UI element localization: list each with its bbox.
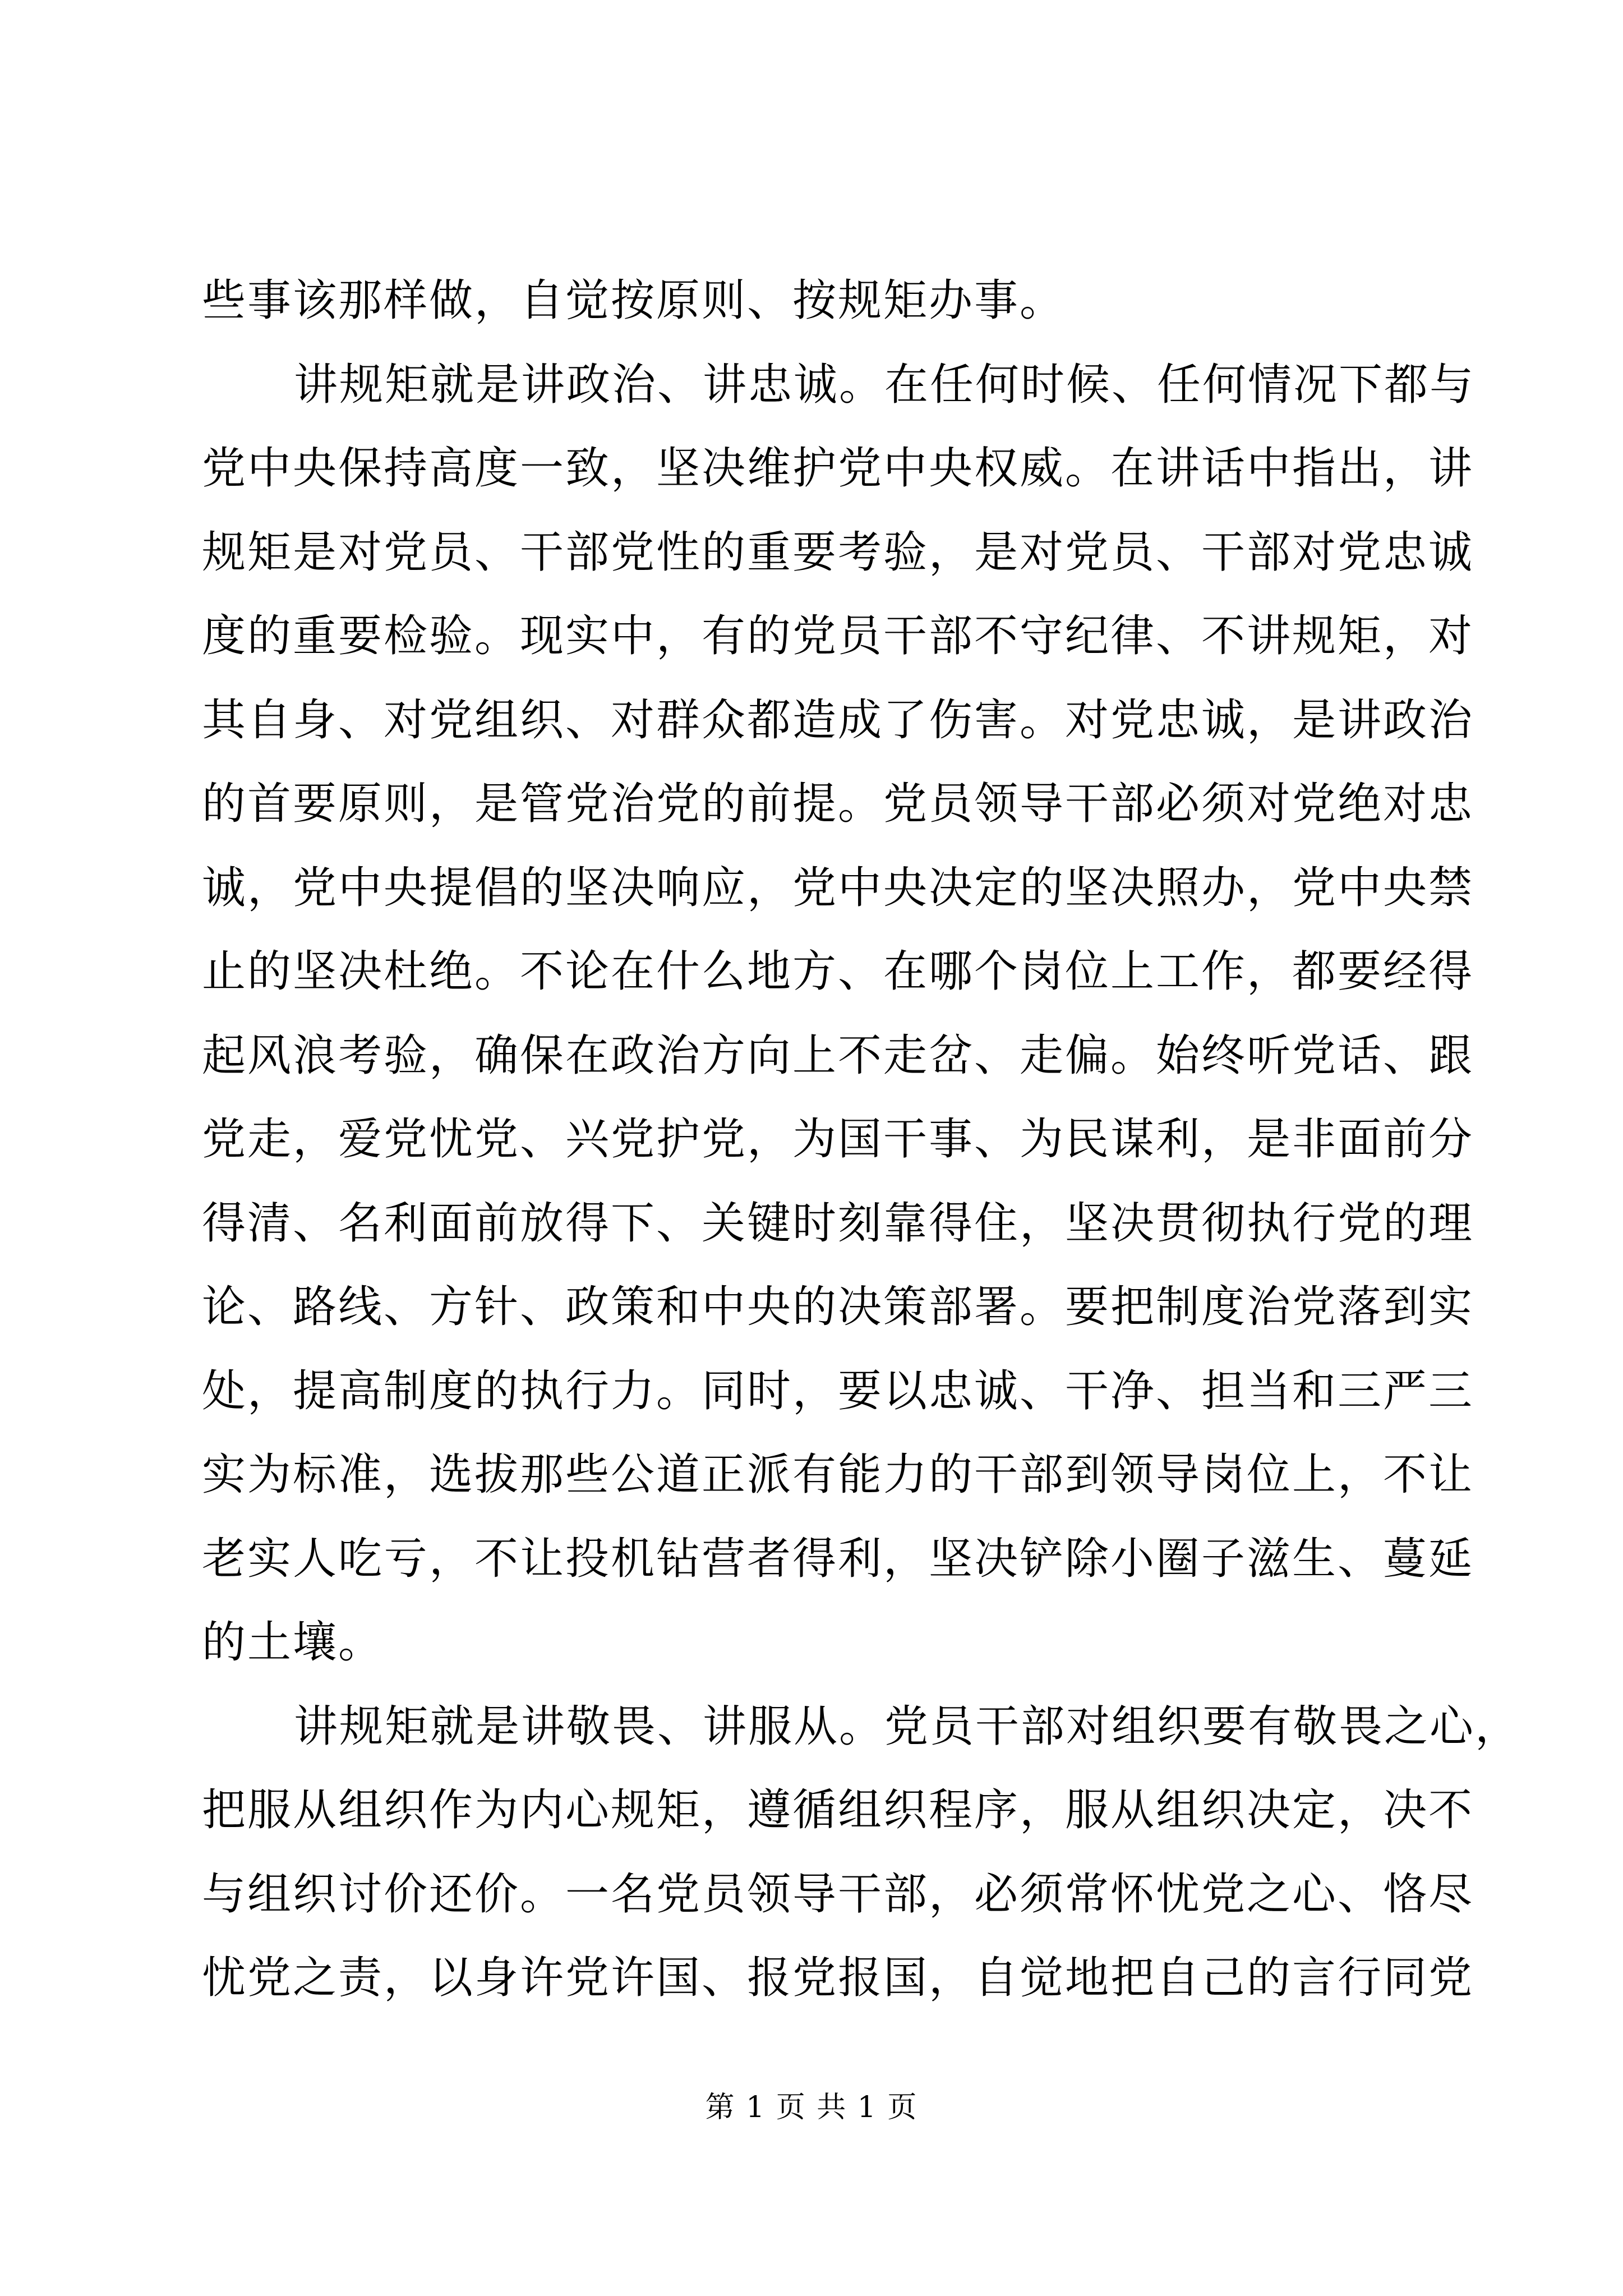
text-line: 度的重要检验。现实中，有的党员干部不守纪律、不讲规矩，对 xyxy=(202,611,1474,661)
text-line: 把服从组织作为内心规矩，遵循组织程序，服从组织决定，决不 xyxy=(202,1785,1474,1835)
text-line: 论、路线、方针、政策和中央的决策部署。要把制度治党落到实 xyxy=(202,1282,1474,1332)
text-line: 的土壤。 xyxy=(202,1617,384,1668)
page-number-label: 第 1 页 共 1 页 xyxy=(705,2091,918,2124)
text-line: 讲规矩就是讲政治、讲忠诚。在任何时候、任何情况下都与 xyxy=(294,359,1476,410)
text-line: 党中央保持高度一致，坚决维护党中央权威。在讲话中指出，讲 xyxy=(202,443,1474,494)
text-line: 处，提高制度的执行力。同时，要以忠诚、干净、担当和三严三 xyxy=(202,1365,1474,1416)
text-line: 得清、名利面前放得下、关键时刻靠得住，坚决贯彻执行党的理 xyxy=(202,1198,1474,1249)
text-line: 诚，党中央提倡的坚决响应，党中央决定的坚决照办，党中央禁 xyxy=(202,862,1474,913)
page-footer xyxy=(0,2088,1623,2127)
text-line: 讲规矩就是讲敬畏、讲服从。党员干部对组织要有敬畏之心， xyxy=(294,1701,1521,1752)
text-line: 实为标准，选拔那些公道正派有能力的干部到领导岗位上，不让 xyxy=(202,1450,1474,1500)
text-line: 忧党之责，以身许党许国、报党报国，自觉地把自己的言行同党 xyxy=(202,1953,1474,2003)
text-line: 其自身、对党组织、对群众都造成了伤害。对党忠诚，是讲政治 xyxy=(202,694,1474,746)
text-line: 与组织讨价还价。一名党员领导干部，必须常怀忧党之心、恪尽 xyxy=(202,1869,1474,1920)
text-line: 起风浪考验，确保在政治方向上不走岔、走偏。始终听党话、跟 xyxy=(202,1030,1474,1081)
text-line: 止的坚决杜绝。不论在什么地方、在哪个岗位上工作，都要经得 xyxy=(202,946,1474,997)
text-line: 些事该那样做，自觉按原则、按规矩办事。 xyxy=(202,275,1066,326)
text-line: 老实人吃亏，不让投机钻营者得利，坚决铲除小圈子滋生、蔓延 xyxy=(202,1533,1474,1584)
document-body xyxy=(202,259,1521,2021)
text-line: 的首要原则，是管党治党的前提。党员领导干部必须对党绝对忠 xyxy=(202,779,1474,829)
text-line: 党走，爱党忧党、兴党护党，为国干事、为民谋利，是非面前分 xyxy=(202,1114,1474,1165)
text-line: 规矩是对党员、干部党性的重要考验，是对党员、干部对党忠诚 xyxy=(202,527,1474,578)
